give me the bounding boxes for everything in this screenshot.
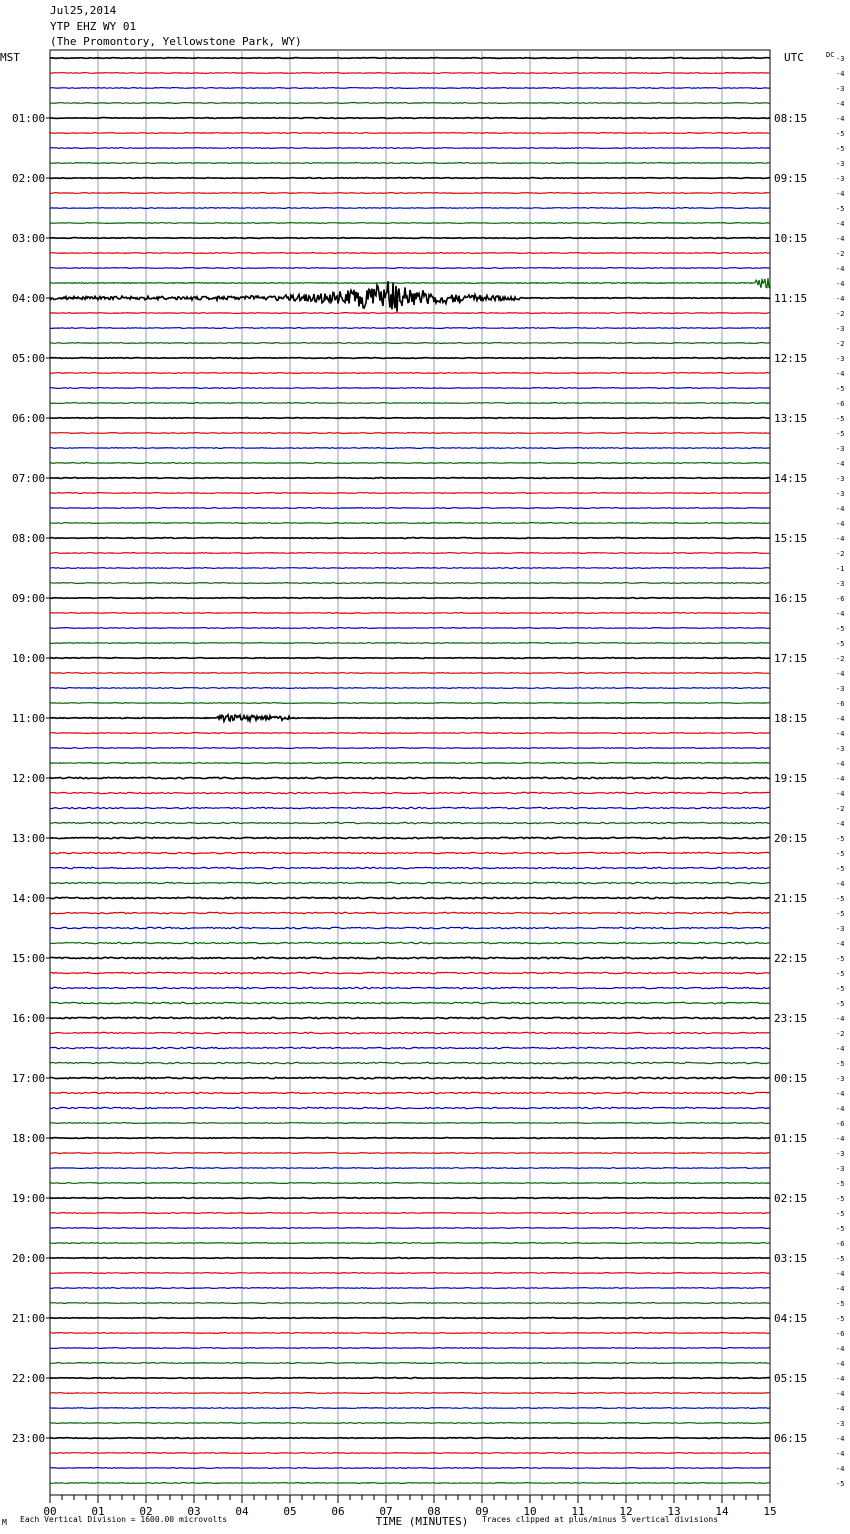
- mst-header: MST: [0, 51, 20, 64]
- dc-offset-label: -2: [836, 340, 845, 348]
- utc-hour-label: 06:15: [774, 1432, 808, 1445]
- mst-hour-label: 01:00: [12, 112, 46, 125]
- trace-row: [50, 223, 770, 224]
- trace-row: [50, 58, 770, 59]
- utc-hour-label: 10:15: [774, 232, 808, 245]
- trace-row: [50, 897, 770, 898]
- dc-offset-label: -3: [836, 475, 845, 483]
- trace-row: [50, 163, 770, 164]
- dc-offset-label: -6: [836, 1240, 845, 1248]
- trace-row: [50, 463, 770, 464]
- x-tick-label: 12: [619, 1505, 633, 1518]
- trace-row: [50, 373, 770, 374]
- dc-offset-label: -3: [836, 490, 845, 498]
- dc-offset-label: -2: [836, 550, 845, 558]
- dc-offset-label: -4: [836, 940, 845, 948]
- utc-hour-label: 05:15: [774, 1372, 808, 1385]
- dc-offset-label: -4: [836, 790, 845, 798]
- dc-offset-label: -4: [836, 670, 845, 678]
- dc-offset-label: -3: [836, 175, 845, 183]
- trace-row: [50, 1017, 770, 1018]
- trace-row: [50, 1213, 770, 1214]
- trace-row: [50, 1333, 770, 1334]
- dc-offset-label: -3: [836, 325, 845, 333]
- trace-row: [50, 583, 770, 584]
- trace-row: [50, 1378, 770, 1379]
- utc-hour-label: 15:15: [774, 532, 808, 545]
- x-tick-label: 07: [379, 1505, 393, 1518]
- dc-offset-label: -4: [836, 535, 845, 543]
- dc-offset-label: -4: [836, 1465, 845, 1473]
- trace-row: [50, 88, 770, 89]
- trace-row: [50, 118, 770, 119]
- trace-row: [50, 1092, 770, 1093]
- dc-offset-label: -4: [836, 1450, 845, 1458]
- trace-row: [50, 178, 770, 179]
- dc-header: DC: [826, 51, 835, 59]
- utc-hour-label: 23:15: [774, 1012, 808, 1025]
- mst-hour-label: 04:00: [12, 292, 46, 305]
- trace-row: [50, 388, 770, 389]
- dc-offset-label: -3: [836, 745, 845, 753]
- dc-offset-label: -4: [836, 280, 845, 288]
- dc-offset-label: -4: [836, 775, 845, 783]
- dc-offset-label: -5: [836, 130, 845, 138]
- dc-offset-label: -5: [836, 955, 845, 963]
- trace-row: [50, 598, 770, 599]
- mst-hour-label: 02:00: [12, 172, 46, 185]
- dc-offset-label: -3: [836, 1150, 845, 1158]
- trace-row: [50, 673, 770, 674]
- mst-hour-label: 11:00: [12, 712, 46, 725]
- trace-row: [50, 1438, 770, 1439]
- dc-offset-label: -6: [836, 700, 845, 708]
- utc-hour-label: 17:15: [774, 652, 808, 665]
- dc-offset-label: -4: [836, 1045, 845, 1053]
- x-tick-label: 13: [667, 1505, 681, 1518]
- dc-offset-label: -5: [836, 1480, 845, 1488]
- trace-row: [50, 1483, 770, 1484]
- trace-row: [50, 538, 770, 539]
- trace-row: [50, 1273, 770, 1274]
- utc-hour-label: 13:15: [774, 412, 808, 425]
- trace-row: [50, 1107, 770, 1108]
- x-tick-label: 05: [283, 1505, 297, 1518]
- mst-hour-label: 18:00: [12, 1132, 46, 1145]
- dc-offset-label: -5: [836, 1210, 845, 1218]
- trace-row: [50, 1032, 770, 1033]
- mst-hour-label: 14:00: [12, 892, 46, 905]
- mst-hour-label: 03:00: [12, 232, 46, 245]
- dc-offset-label: -5: [836, 970, 845, 978]
- trace-row: [50, 1408, 770, 1409]
- trace-row: [50, 792, 770, 793]
- trace-row: [50, 643, 770, 644]
- trace-row: [50, 1077, 770, 1078]
- x-tick-label: 15: [763, 1505, 777, 1518]
- trace-row: [50, 1423, 770, 1424]
- dc-offset-label: -5: [836, 1315, 845, 1323]
- trace-row: [50, 1258, 770, 1259]
- dc-offset-label: -3: [836, 1165, 845, 1173]
- trace-row: [50, 328, 770, 329]
- trace-row: [50, 103, 770, 104]
- trace-row: [50, 1318, 770, 1319]
- dc-offset-label: -4: [836, 460, 845, 468]
- dc-offset-label: -4: [836, 1270, 845, 1278]
- dc-offset-label: -4: [836, 760, 845, 768]
- dc-offset-label: -4: [836, 1345, 845, 1353]
- trace-row: [50, 208, 770, 209]
- utc-hour-label: 01:15: [774, 1132, 808, 1145]
- trace-row: [50, 1468, 770, 1469]
- trace-row: [50, 763, 770, 764]
- x-tick-label: 14: [715, 1505, 729, 1518]
- utc-hour-label: 08:15: [774, 112, 808, 125]
- x-tick-label: 11: [571, 1505, 585, 1518]
- x-tick-label: 10: [523, 1505, 537, 1518]
- trace-row: [50, 837, 770, 838]
- dc-offset-label: -5: [836, 385, 845, 393]
- mst-hour-label: 21:00: [12, 1312, 46, 1325]
- dc-offset-label: -3: [836, 685, 845, 693]
- trace-row: [50, 1062, 770, 1063]
- dc-offset-label: -3: [836, 55, 845, 63]
- utc-hour-label: 14:15: [774, 472, 808, 485]
- plot-frame: [50, 50, 770, 1495]
- trace-row: [50, 882, 770, 883]
- trace-row: [50, 613, 770, 614]
- mst-hour-label: 07:00: [12, 472, 46, 485]
- mst-hour-label: 10:00: [12, 652, 46, 665]
- trace-row: [50, 1228, 770, 1229]
- dc-offset-label: -4: [836, 1105, 845, 1113]
- trace-row: [50, 942, 770, 943]
- x-axis-title: TIME (MINUTES): [375, 1515, 469, 1528]
- dc-offset-label: -4: [836, 1135, 845, 1143]
- utc-hour-label: 12:15: [774, 352, 808, 365]
- dc-offset-label: -5: [836, 430, 845, 438]
- mst-hour-label: 16:00: [12, 1012, 46, 1025]
- dc-offset-label: -5: [836, 910, 845, 918]
- trace-row: [50, 867, 770, 868]
- dc-offset-label: -2: [836, 250, 845, 258]
- dc-offset-label: -6: [836, 1330, 845, 1338]
- dc-offset-label: -4: [836, 190, 845, 198]
- dc-offset-label: -4: [836, 235, 845, 243]
- trace-row: [50, 1002, 770, 1003]
- mst-hour-label: 17:00: [12, 1072, 46, 1085]
- trace-row: [50, 523, 770, 524]
- trace-row: [50, 927, 770, 928]
- trace-row: [50, 957, 770, 958]
- trace-row: [50, 193, 770, 194]
- trace-row: [50, 1183, 770, 1184]
- utc-hour-label: 09:15: [774, 172, 808, 185]
- dc-offset-label: -4: [836, 220, 845, 228]
- trace-row: [50, 1168, 770, 1169]
- dc-offset-label: -4: [836, 1390, 845, 1398]
- trace-row: [50, 448, 770, 449]
- dc-offset-label: -5: [836, 625, 845, 633]
- trace-row: [50, 418, 770, 419]
- trace-row: [50, 703, 770, 704]
- trace-row: [50, 1288, 770, 1289]
- trace-row: [50, 1123, 770, 1124]
- trace-row: [50, 1453, 770, 1454]
- trace-row: [50, 715, 770, 721]
- utc-hour-label: 21:15: [774, 892, 808, 905]
- mst-hour-label: 12:00: [12, 772, 46, 785]
- dc-offset-label: -3: [836, 85, 845, 93]
- trace-row: [50, 912, 770, 913]
- dc-offset-label: -4: [836, 715, 845, 723]
- dc-offset-label: -3: [836, 1420, 845, 1428]
- dc-offset-label: -5: [836, 850, 845, 858]
- trace-row: [50, 478, 770, 479]
- dc-offset-label: -5: [836, 1000, 845, 1008]
- dc-offset-label: -2: [836, 805, 845, 813]
- mst-hour-label: 22:00: [12, 1372, 46, 1385]
- utc-hour-label: 02:15: [774, 1192, 808, 1205]
- location-label: (The Promontory, Yellowstone Park, WY): [50, 35, 302, 48]
- mst-hour-label: 23:00: [12, 1432, 46, 1445]
- utc-hour-label: 18:15: [774, 712, 808, 725]
- dc-offset-label: -2: [836, 655, 845, 663]
- dc-offset-label: -3: [836, 445, 845, 453]
- scale-note: Each Vertical Division = 1600.00 microvolts: [20, 1515, 228, 1524]
- utc-hour-label: 16:15: [774, 592, 808, 605]
- dc-offset-label: -3: [836, 160, 845, 168]
- x-tick-label: 06: [331, 1505, 345, 1518]
- x-tick-label: 08: [427, 1505, 441, 1518]
- mst-hour-label: 09:00: [12, 592, 46, 605]
- trace-row: [50, 278, 770, 288]
- dc-offset-label: -3: [836, 1075, 845, 1083]
- trace-row: [50, 1393, 770, 1394]
- trace-row: [50, 73, 770, 74]
- dc-offset-label: -5: [836, 1225, 845, 1233]
- dc-offset-label: -4: [836, 820, 845, 828]
- trace-row: [50, 493, 770, 494]
- dc-offset-label: -4: [836, 295, 845, 303]
- trace-row: [50, 268, 770, 269]
- trace-row: [50, 568, 770, 569]
- dc-offset-label: -5: [836, 1060, 845, 1068]
- x-tick-label: 00: [43, 1505, 57, 1518]
- dc-offset-label: -4: [836, 1360, 845, 1368]
- dc-offset-label: -5: [836, 1180, 845, 1188]
- trace-row: [50, 733, 770, 734]
- corner-mark: M: [2, 1518, 7, 1527]
- dc-offset-label: -4: [836, 370, 845, 378]
- trace-row: [50, 253, 770, 254]
- dc-offset-label: -4: [836, 1285, 845, 1293]
- trace-row: [50, 313, 770, 314]
- dc-offset-label: -3: [836, 925, 845, 933]
- trace-row: [50, 238, 770, 239]
- dc-offset-label: -5: [836, 145, 845, 153]
- dc-offset-label: -5: [836, 205, 845, 213]
- dc-offset-label: -4: [836, 520, 845, 528]
- dc-offset-label: -4: [836, 115, 845, 123]
- dc-offset-label: -4: [836, 505, 845, 513]
- dc-offset-label: -6: [836, 595, 845, 603]
- trace-row: [50, 1363, 770, 1364]
- trace-row: [50, 748, 770, 749]
- trace-row: [50, 1348, 770, 1349]
- x-tick-label: 03: [187, 1505, 201, 1518]
- dc-offset-label: -5: [836, 985, 845, 993]
- trace-row: [50, 403, 770, 404]
- clip-note: Traces clipped at plus/minus 5 vertical divisions: [482, 1515, 719, 1524]
- dc-offset-label: -5: [836, 1195, 845, 1203]
- dc-offset-label: -5: [836, 895, 845, 903]
- dc-offset-label: -4: [836, 100, 845, 108]
- mst-hour-label: 19:00: [12, 1192, 46, 1205]
- trace-row: [50, 508, 770, 509]
- dc-offset-label: -1: [836, 565, 845, 573]
- mst-hour-label: 05:00: [12, 352, 46, 365]
- x-tick-label: 01: [91, 1505, 105, 1518]
- dc-offset-label: -4: [836, 1015, 845, 1023]
- station-label: YTP EHZ WY 01: [50, 20, 137, 33]
- dc-offset-label: -5: [836, 415, 845, 423]
- dc-offset-label: -5: [836, 865, 845, 873]
- trace-row: [50, 1138, 770, 1139]
- x-tick-label: 04: [235, 1505, 249, 1518]
- mst-hour-label: 15:00: [12, 952, 46, 965]
- trace-row: [50, 553, 770, 554]
- dc-offset-label: -4: [836, 1090, 845, 1098]
- trace-row: [50, 688, 770, 689]
- utc-hour-label: 11:15: [774, 292, 808, 305]
- dc-offset-label: -4: [836, 265, 845, 273]
- mst-hour-label: 08:00: [12, 532, 46, 545]
- dc-offset-label: -4: [836, 1435, 845, 1443]
- dc-offset-label: -4: [836, 1405, 845, 1413]
- trace-row: [50, 987, 770, 988]
- utc-hour-label: 03:15: [774, 1252, 808, 1265]
- dc-offset-label: -3: [836, 580, 845, 588]
- mst-hour-label: 20:00: [12, 1252, 46, 1265]
- trace-row: [50, 343, 770, 344]
- dc-offset-label: -5: [836, 640, 845, 648]
- trace-row: [50, 433, 770, 434]
- utc-hour-label: 19:15: [774, 772, 808, 785]
- utc-hour-label: 22:15: [774, 952, 808, 965]
- dc-offset-label: -4: [836, 70, 845, 78]
- dc-offset-label: -4: [836, 730, 845, 738]
- dc-offset-label: -4: [836, 1375, 845, 1383]
- trace-row: [50, 1243, 770, 1244]
- utc-header: UTC: [784, 51, 804, 64]
- trace-row: [50, 658, 770, 659]
- trace-row: [50, 1198, 770, 1199]
- dc-offset-label: -6: [836, 400, 845, 408]
- trace-row: [50, 807, 770, 808]
- x-tick-label: 02: [139, 1505, 153, 1518]
- dc-offset-label: -5: [836, 1300, 845, 1308]
- mst-hour-label: 06:00: [12, 412, 46, 425]
- dc-offset-label: -5: [836, 1255, 845, 1263]
- date-label: Jul25,2014: [50, 4, 117, 17]
- trace-row: [50, 628, 770, 629]
- dc-offset-label: -6: [836, 1120, 845, 1128]
- utc-hour-label: 20:15: [774, 832, 808, 845]
- trace-row: [50, 1303, 770, 1304]
- trace-row: [50, 777, 770, 778]
- dc-offset-label: -3: [836, 355, 845, 363]
- trace-row: [50, 281, 770, 312]
- trace-row: [50, 852, 770, 853]
- trace-row: [50, 133, 770, 134]
- utc-hour-label: 04:15: [774, 1312, 808, 1325]
- x-tick-label: 09: [475, 1505, 489, 1518]
- dc-offset-label: -4: [836, 610, 845, 618]
- trace-row: [50, 358, 770, 359]
- dc-offset-label: -5: [836, 835, 845, 843]
- trace-row: [50, 972, 770, 973]
- dc-offset-label: -2: [836, 1030, 845, 1038]
- mst-hour-label: 13:00: [12, 832, 46, 845]
- trace-row: [50, 1153, 770, 1154]
- trace-row: [50, 1047, 770, 1048]
- trace-row: [50, 822, 770, 823]
- utc-hour-label: 00:15: [774, 1072, 808, 1085]
- trace-row: [50, 148, 770, 149]
- dc-offset-label: -4: [836, 880, 845, 888]
- dc-offset-label: -2: [836, 310, 845, 318]
